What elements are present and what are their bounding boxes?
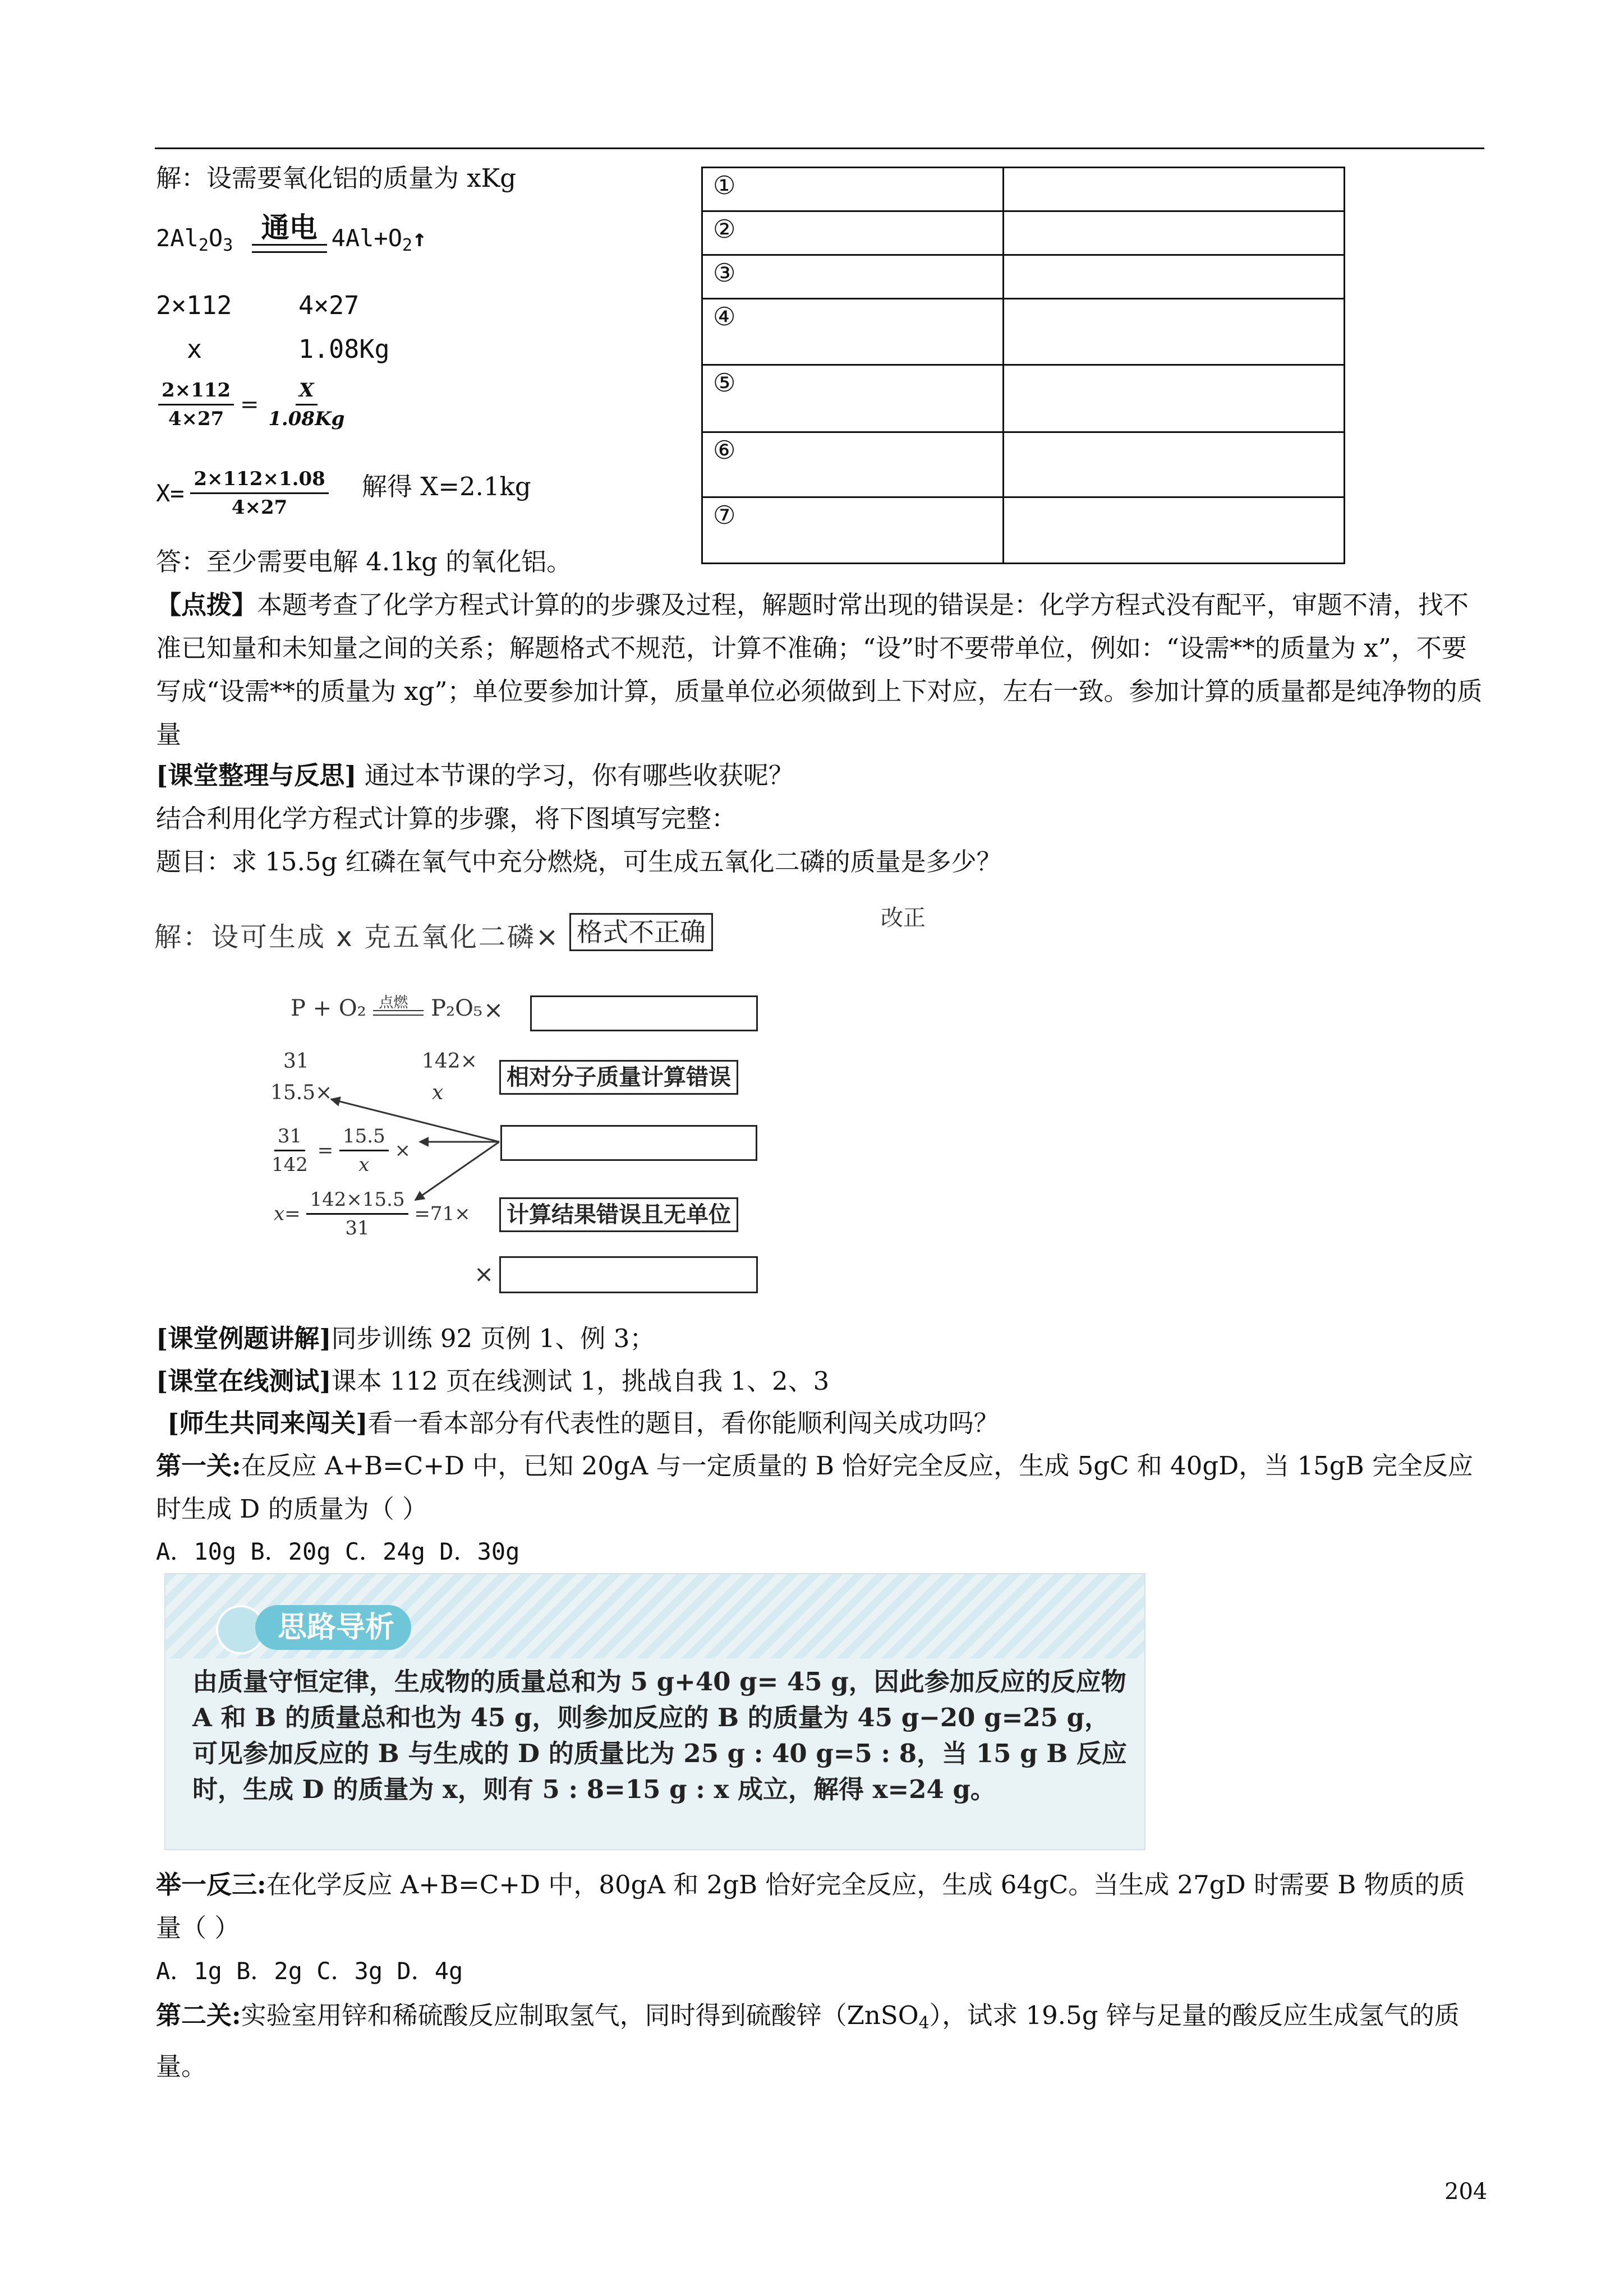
box-result-error: 计算结果错误且无单位 — [499, 1197, 738, 1232]
proportion: $\frac{2\times 112}{4\times 27}$ = $\frac{X}{1.08Kg}$ — [158, 377, 348, 432]
table-row-label: ④ — [702, 299, 1004, 365]
correction-label: 改正 — [881, 905, 926, 931]
reflection-line: [课堂整理与反思] 通过本节课的学习，你有哪些收获呢？ — [156, 760, 794, 790]
ratio-right: 4×27 — [298, 291, 360, 320]
table-row-label: ② — [702, 211, 1004, 255]
error-cross-1: × — [484, 996, 504, 1023]
level1-question: 第一关:在反应 A+B=C+D 中，已知 20gA 与一定质量的 B 恰好完全反应，生成 5gC 和 40gD，当 15gB 完全反应时生成 D 的质量为（ ） — [156, 1451, 1473, 1524]
error-155: 15.5× — [270, 1081, 333, 1104]
error-calc: x= $\frac{142\times 15.5}{31}$ =71× — [274, 1186, 471, 1242]
error-line1: 解：设可生成 x 克五氧化二磷× — [154, 921, 560, 953]
extension-question: 举一反三:在化学反应 A+B=C+D 中，80gA 和 2gB 恰好完全反应，生成 64gC。当生成 27gD 时需要 B 物质的质量（ ） — [156, 1870, 1465, 1943]
chemical-equation: $2Al_2O_3$ 通电 $4Al+O_2↑$ — [156, 211, 427, 255]
page-number: 204 — [1444, 2179, 1488, 2205]
box-mass-error: 相对分子质量计算错误 — [499, 1060, 738, 1095]
tip-label: 【点拨】 — [156, 590, 257, 620]
question-line: 题目：求 15.5g 红磷在氧气中充分燃烧，可生成五氧化二磷的质量是多少？ — [156, 847, 1002, 877]
error-fraction: $\frac{31}{142}$ = $\frac{15.5}{x}$ × — [268, 1123, 411, 1178]
table-row-label: ⑤ — [702, 365, 1004, 432]
table-row-label: ⑥ — [702, 432, 1004, 497]
x-value: 1.08Kg — [298, 334, 390, 364]
error-equation: P + O₂ 点燃 P₂O₅ — [291, 994, 482, 1021]
ratio-left: 2×112 — [156, 291, 232, 320]
error-cross-5: × — [474, 1260, 494, 1288]
table-row-label: ③ — [702, 255, 1004, 299]
analysis-text: 由质量守恒定律，生成物的质量总和为 5 g+40 g= 45 g，因此参加反应的反应物 A 和 B 的质量总和也为 45 g，则参加反应的 B 的质量为 45 g−20 g=25 g，可见参加反应的 B 与生成的 D 的质量比为 25 g : 40 g=5 : 8，当 15 g B 反应时，生成 D 的质量为 x，则有 5 : 8=15 g : x 成立，解得 x=24 g。 — [192, 1667, 1127, 1804]
challenge-line: [师生共同来闯关]看一看本部分有代表性的题目，看你能顺利闯关成功吗？ — [167, 1408, 999, 1438]
error-31: 31 — [283, 1050, 309, 1073]
error-142: 142× — [422, 1050, 477, 1073]
analysis-title: 思路导析 — [255, 1605, 411, 1650]
solution-line1: 解：设需要氧化铝的质量为 xKg — [156, 163, 517, 193]
calc-result: 解得 X=2.1kg — [362, 472, 531, 501]
table-row-label: ① — [702, 168, 1004, 211]
error-x: x — [432, 1081, 444, 1104]
calculation: X= $\frac{2\times 112\times 1.08}{4\times 27}$ — [156, 465, 329, 521]
instruction-line: 结合利用化学方程式计算的步骤，将下图填写完整： — [156, 804, 737, 833]
extension-options: A．1g B．2g C．3g D．4g — [156, 1957, 463, 1985]
box-format-error: 格式不正确 — [569, 913, 713, 951]
analysis-box — [164, 1573, 1145, 1850]
x-label: x — [187, 334, 203, 364]
tip-paragraph: 【点拨】本题考查了化学方程式计算的的步骤及过程，解题时常出现的错误是：化学方程式没有配平，审题不清，找不准已知量和未知量之间的关系；解题格式不规范，计算不准确；“设”时不要带单位，例如：“设需**的质量为 x”，不要写成“设需**的质量为 xg”；单位要参加计算，质量单位必须做到上下对应，左右一致。参加计算的质量都是纯净物的质量 — [156, 590, 1483, 749]
online-test-line: [课堂在线测试]课本 112 页在线测试 1，挑战自我 1、2、3 — [156, 1366, 830, 1396]
table-row-label: ⑦ — [702, 497, 1004, 564]
example-line: [课堂例题讲解]同步训练 92 页例 1、例 3； — [156, 1324, 655, 1353]
level2-question: 第二关:实验室用锌和稀硫酸反应制取氢气，同时得到硫酸锌（ZnSO$_4$），试求 19.5g 锌与足量的酸反应生成氢气的质量。 — [156, 2000, 1460, 2081]
level1-options: A．10g B．20g C．24g D．30g — [156, 1538, 520, 1565]
solution-answer: 答：至少需要电解 4.1kg 的氧化铝。 — [156, 547, 572, 577]
